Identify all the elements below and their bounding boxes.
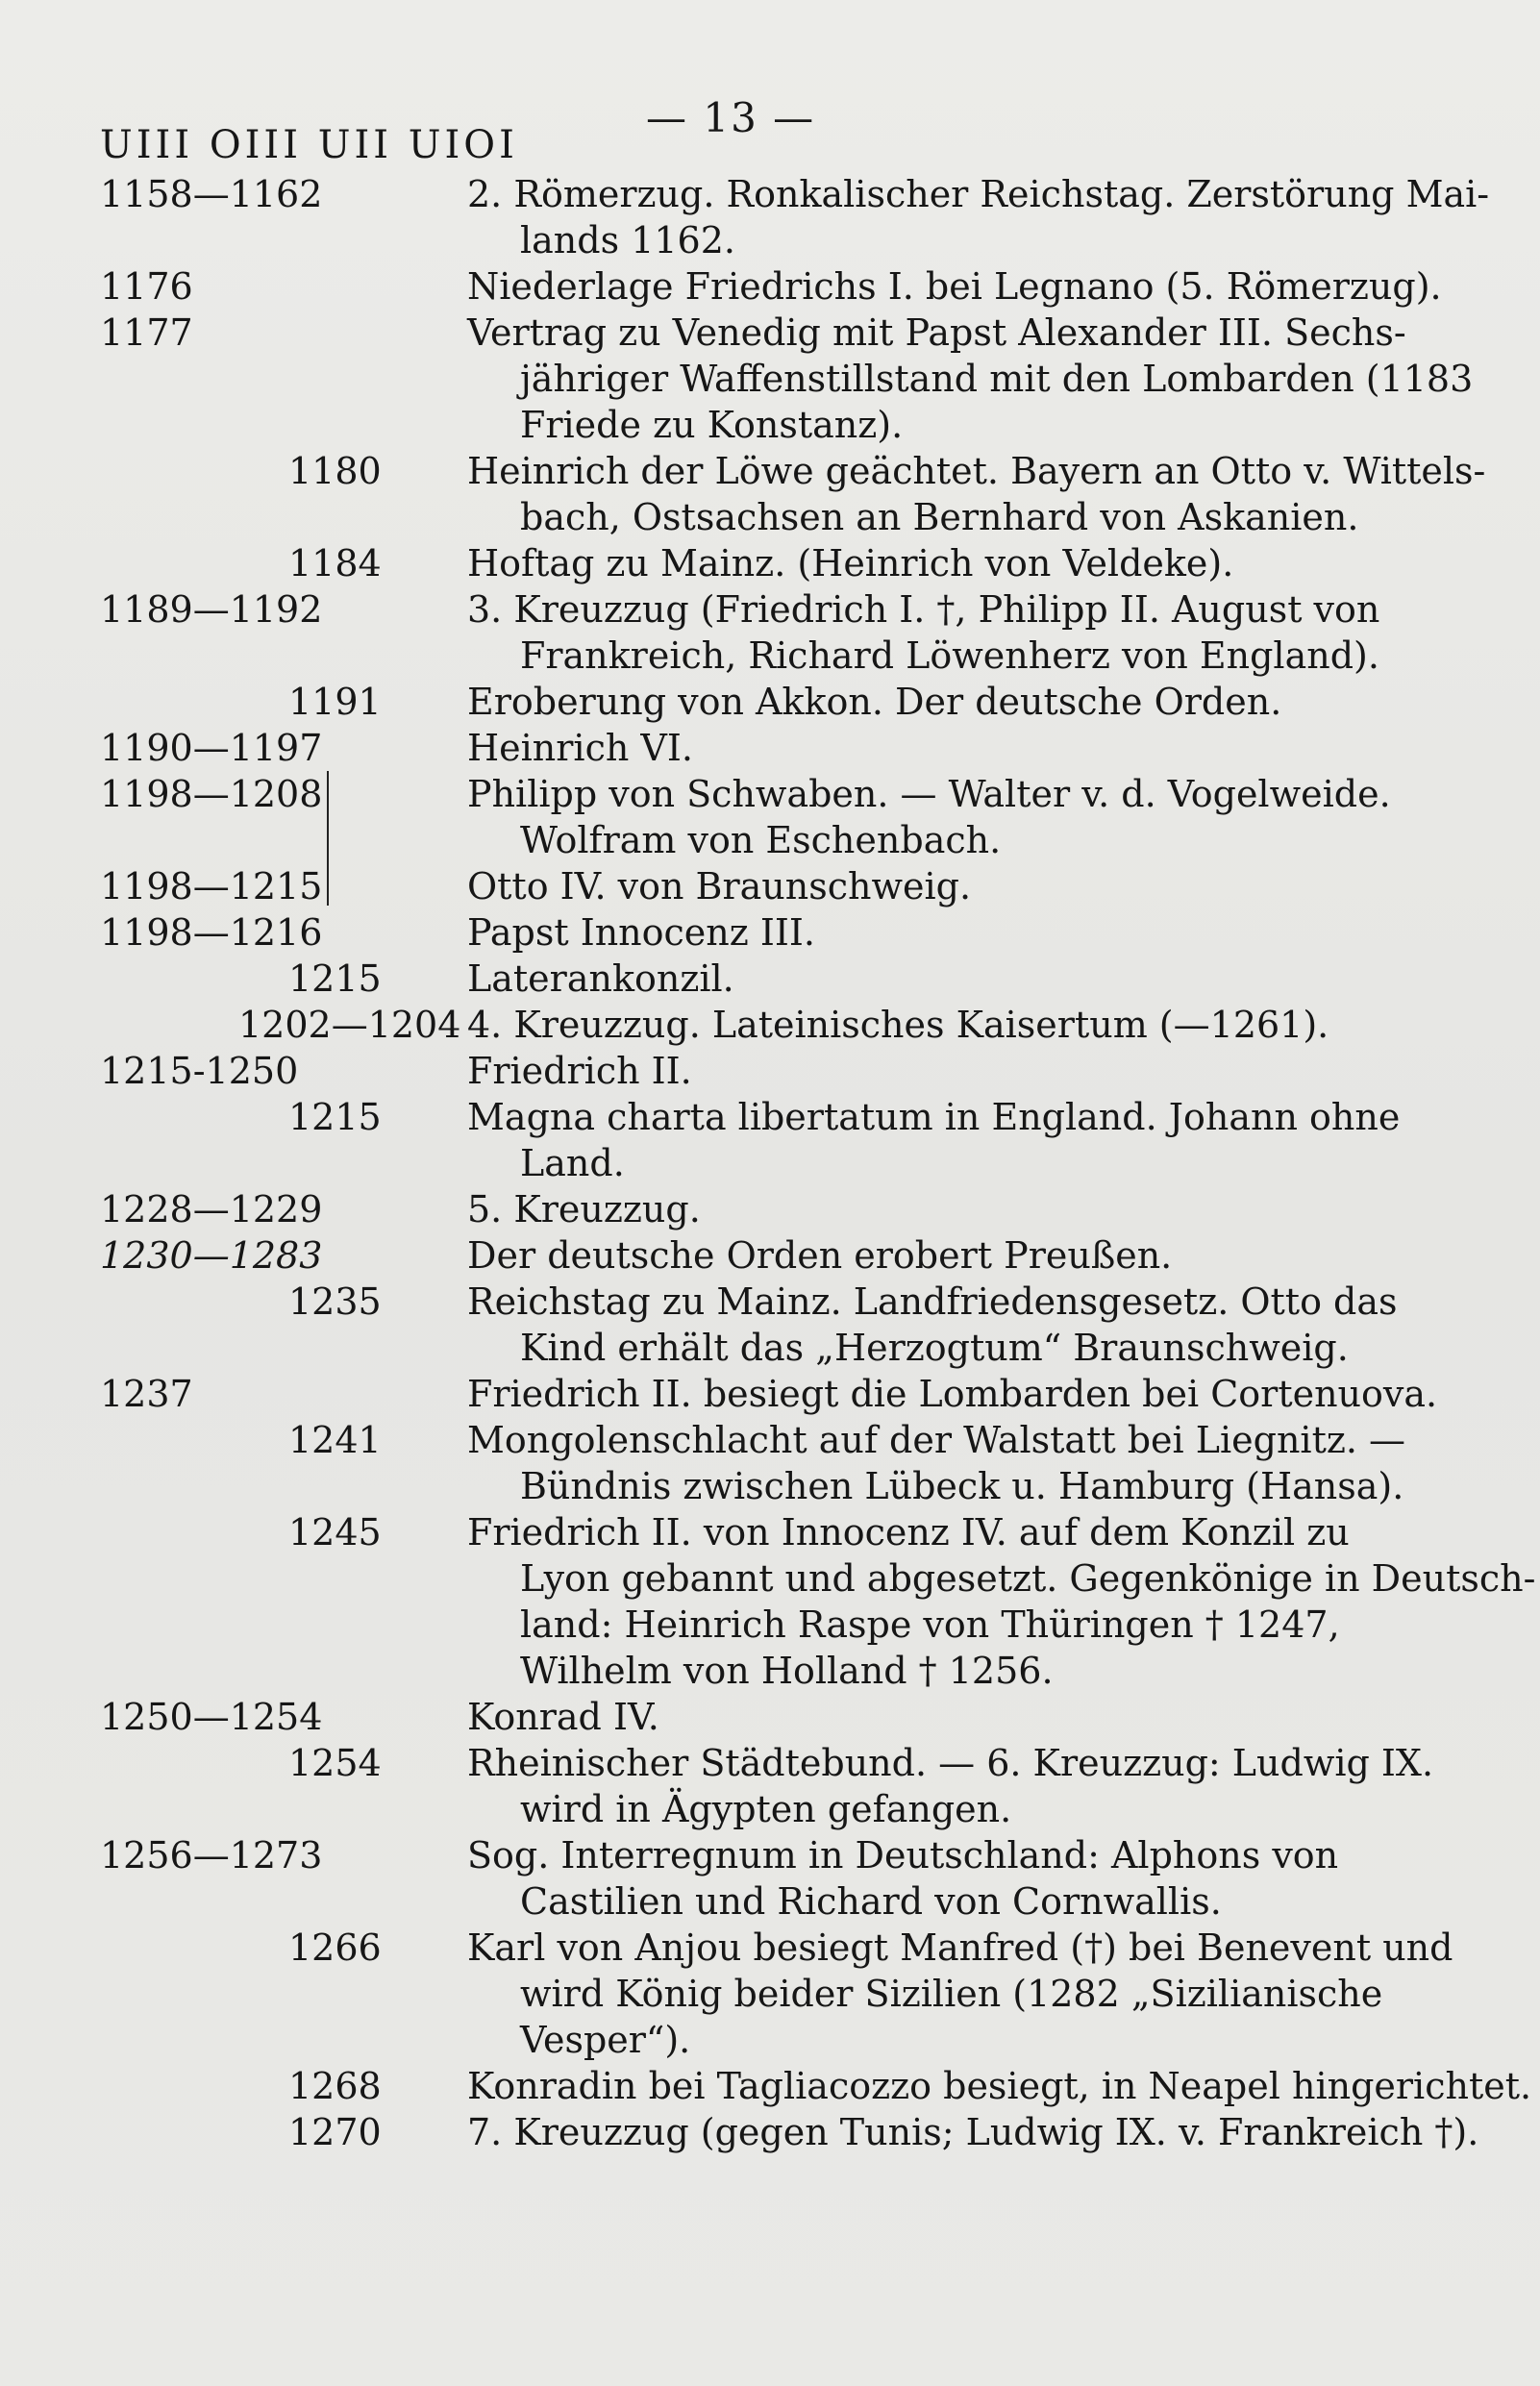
- entry-line: Lyon gebannt und abgesetzt. Gegenkönige in Deutsch-: [520, 1557, 1536, 1600]
- entry-1256: [0, 1832, 1540, 1925]
- entry-line: 5. Kreuzzug.: [467, 1188, 701, 1230]
- entry-1235: [0, 1279, 1540, 1371]
- entry-line: Wolfram von Eschenbach.: [520, 819, 1002, 861]
- entry-text: [467, 1002, 1444, 1048]
- entry-date: 1256—1273: [100, 1834, 323, 1876]
- entry-date: 1254: [288, 1742, 382, 1784]
- entry-date: 1266: [288, 1926, 382, 1969]
- entry-line: Karl von Anjou besiegt Manfred (†) bei Benevent und: [467, 1926, 1453, 1969]
- entry-line: 3. Kreuzzug (Friedrich I. †, Philipp II. August von: [467, 588, 1380, 631]
- entry-line: bach, Ostsachsen an Bernhard von Askanien.: [520, 496, 1359, 538]
- entry-date: 1202—1204: [238, 1004, 461, 1046]
- entry-line: Konradin bei Tagliacozzo besiegt, in Neapel hingerichtet.: [467, 2065, 1532, 2107]
- entry-text: [467, 956, 1444, 1002]
- entry-1202: [0, 1002, 1540, 1048]
- entry-1177: [0, 310, 1540, 448]
- entry-date: 1228—1229: [100, 1188, 323, 1230]
- entry-date: 1191: [288, 681, 382, 723]
- entry-line: land: Heinrich Raspe von Thüringen † 1247,: [520, 1603, 1340, 1646]
- entry-line: Castilien und Richard von Cornwallis.: [520, 1880, 1222, 1923]
- entry-text: [467, 1832, 1444, 1925]
- entry-line: Hoftag zu Mainz. (Heinrich von Veldeke).: [467, 542, 1234, 584]
- entry-line: Otto IV. von Braunschweig.: [467, 865, 972, 907]
- entry-date: 1180: [288, 450, 382, 492]
- entry-text: [467, 1186, 1444, 1232]
- entry-date: 1198—1216: [100, 911, 323, 954]
- header-code: UIII OIII UII UIOI: [100, 123, 518, 167]
- entry-date: 1184: [288, 542, 382, 584]
- entry-text: [467, 1740, 1444, 1832]
- entry-1176: [0, 263, 1540, 310]
- entry-text: [467, 171, 1490, 263]
- entry-line: Heinrich der Löwe geächtet. Bayern an Otto v. Wittels-: [467, 450, 1486, 492]
- entry-date: 1268: [288, 2065, 382, 2107]
- entry-line: jähriger Waffenstillstand mit den Lombarden (1183: [520, 358, 1474, 400]
- entry-line: Papst Innocenz III.: [467, 911, 815, 954]
- entry-line: Eroberung von Akkon. Der deutsche Orden.: [467, 681, 1282, 723]
- entry-date: 1245: [288, 1511, 382, 1553]
- entry-date: 1158—1162: [100, 173, 323, 215]
- entry-text: [467, 1371, 1444, 1417]
- entry-date: 1215: [288, 1096, 382, 1138]
- entry-text: [467, 725, 1444, 771]
- entry-text: [467, 1925, 1453, 2063]
- entry-text: [467, 1279, 1444, 1371]
- entry-line: Frankreich, Richard Löwenherz von England).: [520, 634, 1379, 677]
- entry-date: 1176: [100, 265, 193, 308]
- entry-line: 2. Römerzug. Ronkalischer Reichstag. Zerstörung Mai-: [467, 173, 1490, 215]
- entry-line: lands 1162.: [520, 219, 735, 261]
- entry-line: Kind erhält das „Herzogtum“ Braunschweig.: [520, 1327, 1349, 1369]
- entry-line: Friede zu Konstanz).: [520, 404, 904, 446]
- entry-1184: [0, 540, 1540, 586]
- entry-line: wird in Ägypten gefangen.: [520, 1788, 1012, 1830]
- entry-date: 1190—1197: [100, 727, 323, 769]
- entry-1198-otto: [0, 863, 1540, 909]
- entry-text: [467, 448, 1486, 540]
- entry-text: [467, 1694, 1444, 1740]
- entry-1191: [0, 679, 1540, 725]
- chronology-list: [0, 171, 1540, 2155]
- entry-1215-magna-charta: [0, 1094, 1540, 1186]
- entry-text: [467, 771, 1444, 863]
- entry-line: 7. Kreuzzug (gegen Tunis; Ludwig IX. v. Frankreich †).: [467, 2111, 1479, 2153]
- entry-text: [467, 1094, 1444, 1186]
- entry-text: [467, 1232, 1444, 1279]
- entry-line: 4. Kreuzzug. Lateinisches Kaisertum (—1261).: [467, 1004, 1329, 1046]
- entry-1189: [0, 586, 1540, 679]
- entry-line: wird König beider Sizilien (1282 „Sizilianische: [520, 1973, 1383, 2015]
- entry-date: 1189—1192: [100, 588, 323, 631]
- entry-date: 1177: [100, 311, 193, 354]
- entry-date: 1270: [288, 2111, 382, 2153]
- entry-1230: [0, 1232, 1540, 1279]
- entry-line: Der deutsche Orden erobert Preußen.: [467, 1234, 1173, 1277]
- entry-1215-friedrich: [0, 1048, 1540, 1094]
- entry-line: Reichstag zu Mainz. Landfriedensgesetz. Otto das: [467, 1280, 1398, 1323]
- entry-line: Heinrich VI.: [467, 727, 693, 769]
- entry-line: Bündnis zwischen Lübeck u. Hamburg (Hansa).: [520, 1465, 1404, 1507]
- entry-date: 1215: [288, 957, 382, 1000]
- entry-text: [467, 263, 1444, 310]
- entry-line: Mongolenschlacht auf der Walstatt bei Liegnitz. —: [467, 1419, 1406, 1461]
- entry-line: Friedrich II. besiegt die Lombarden bei Cortenuova.: [467, 1373, 1438, 1415]
- entry-text: [467, 2109, 1479, 2155]
- entry-text: [467, 586, 1444, 679]
- entry-text: [467, 863, 1444, 909]
- page-number: — 13 —: [646, 94, 816, 141]
- entry-date: 1230—1283: [100, 1234, 323, 1277]
- entry-1215-lateran: [0, 956, 1540, 1002]
- entry-line: Wilhelm von Holland † 1256.: [520, 1650, 1054, 1692]
- entry-line: Friedrich II.: [467, 1050, 692, 1092]
- entry-date: 1237: [100, 1373, 193, 1415]
- entry-line: Magna charta libertatum in England. Johann ohne: [467, 1096, 1401, 1138]
- entry-text: [467, 909, 1444, 956]
- entry-text: [467, 1509, 1536, 1694]
- entry-1241: [0, 1417, 1540, 1509]
- entry-1237: [0, 1371, 1540, 1417]
- entry-date: 1250—1254: [100, 1696, 323, 1738]
- entry-line: Friedrich II. von Innocenz IV. auf dem Konzil zu: [467, 1511, 1350, 1553]
- entry-text: [467, 1417, 1444, 1509]
- entry-1254: [0, 1740, 1540, 1832]
- entry-line: Vertrag zu Venedig mit Papst Alexander III. Sechs-: [467, 311, 1406, 354]
- entry-1270: [0, 2109, 1540, 2155]
- entry-text: [467, 540, 1444, 586]
- entry-line: Land.: [520, 1142, 625, 1184]
- entry-date: 1198—1208: [100, 773, 323, 815]
- entry-1190: [0, 725, 1540, 771]
- entry-line: Sog. Interregnum in Deutschland: Alphons von: [467, 1834, 1339, 1876]
- entry-1180: [0, 448, 1540, 540]
- entry-line: Laterankonzil.: [467, 957, 734, 1000]
- entry-1158: [0, 171, 1540, 263]
- entry-1198-philipp: [0, 771, 1540, 863]
- entry-1228: [0, 1186, 1540, 1232]
- entry-line: Konrad IV.: [467, 1696, 659, 1738]
- entry-line: Rheinischer Städtebund. — 6. Kreuzzug: Ludwig IX.: [467, 1742, 1434, 1784]
- entry-text: [467, 679, 1444, 725]
- entry-text: [467, 310, 1474, 448]
- entry-text: [467, 1048, 1444, 1094]
- entry-1245: [0, 1509, 1540, 1694]
- entry-1250: [0, 1694, 1540, 1740]
- entry-date: 1235: [288, 1280, 382, 1323]
- entry-date: 1215-1250: [100, 1050, 299, 1092]
- entry-text: [467, 2063, 1532, 2109]
- entry-line: Philipp von Schwaben. — Walter v. d. Vogelweide.: [467, 773, 1391, 815]
- entry-1266: [0, 1925, 1540, 2063]
- entry-line: Niederlage Friedrichs I. bei Legnano (5. Römerzug).: [467, 265, 1442, 308]
- entry-date: 1198—1215: [100, 865, 323, 907]
- entry-line: Vesper“).: [520, 2019, 691, 2061]
- entry-date: 1241: [288, 1419, 382, 1461]
- entry-1198-innocenz: [0, 909, 1540, 956]
- entry-1268: [0, 2063, 1540, 2109]
